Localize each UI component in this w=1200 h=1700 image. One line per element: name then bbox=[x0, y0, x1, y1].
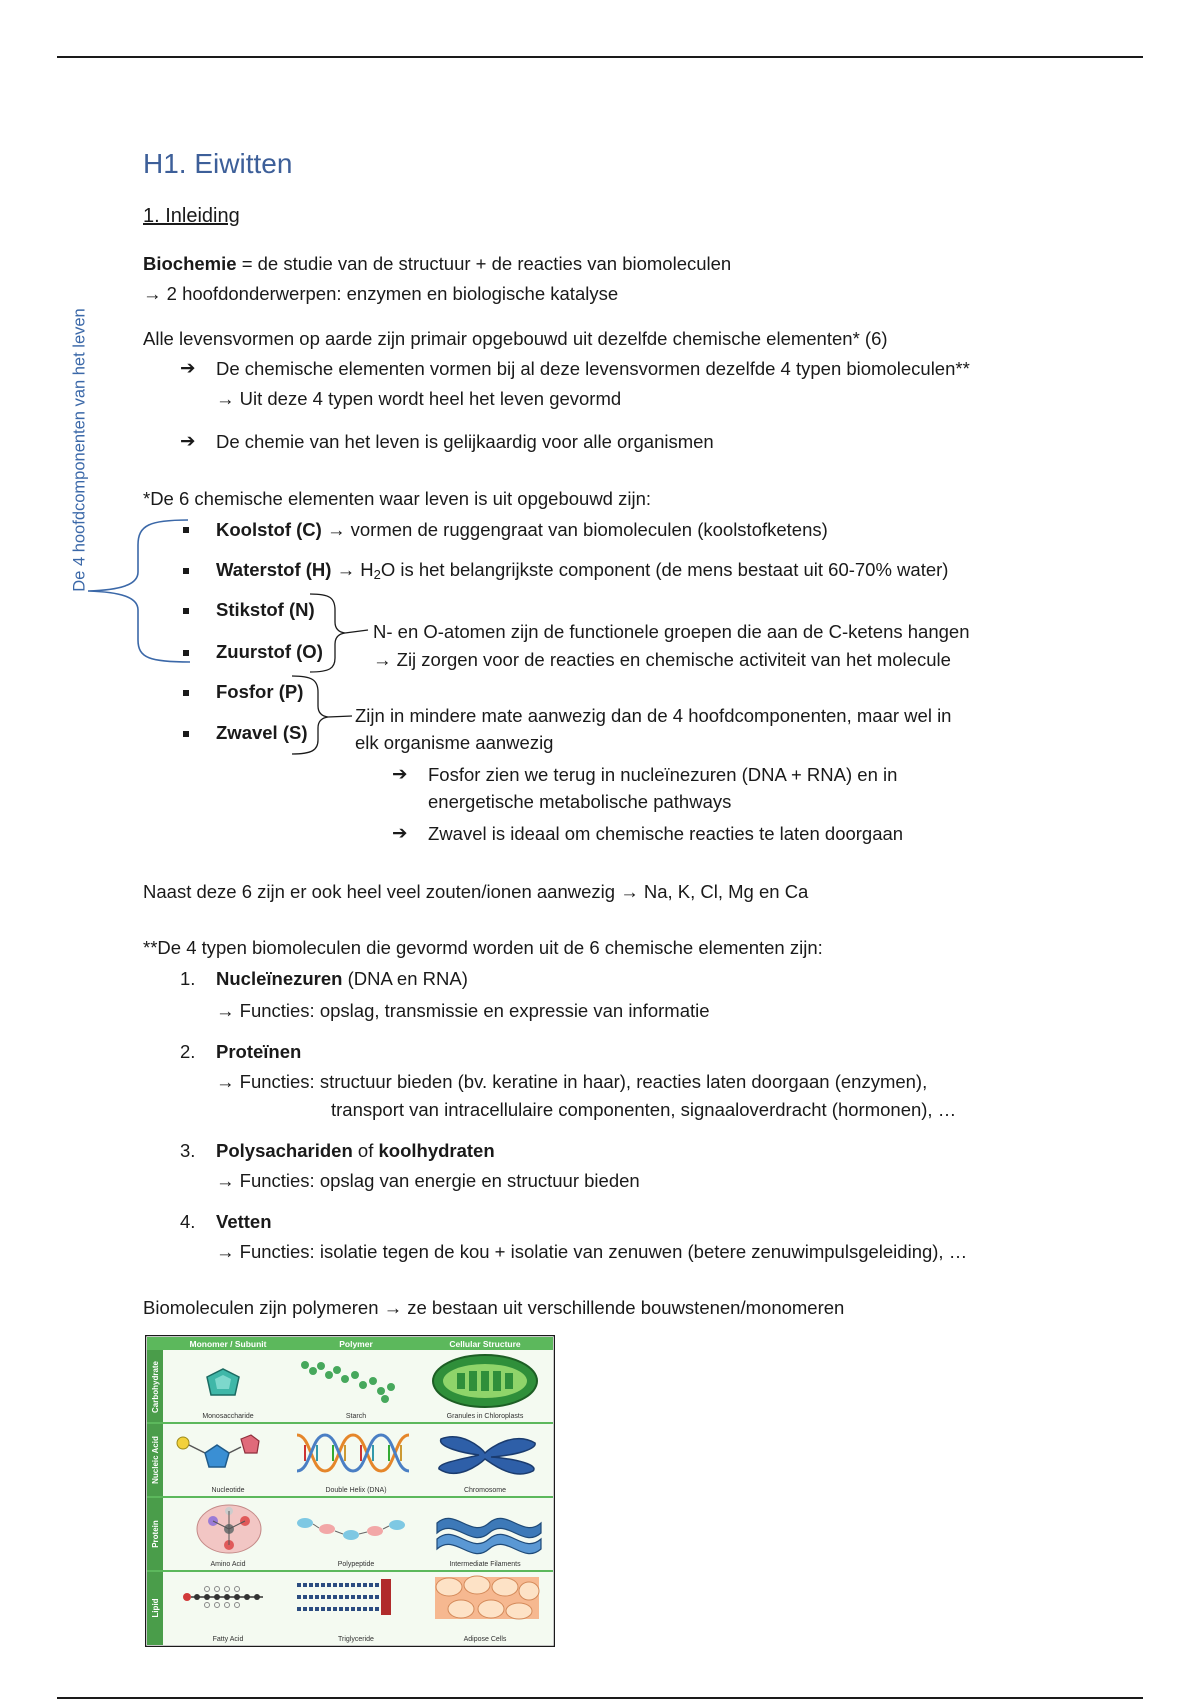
figure-caption: Intermediate Filaments bbox=[449, 1561, 521, 1568]
phosphorus-note-2: energetische metabolische pathways bbox=[428, 791, 732, 812]
biomolecule-function-cont: transport van intracellulaire componenten, signaaloverdracht (hormonen), … bbox=[331, 1099, 957, 1120]
section-heading: 1. Inleiding bbox=[143, 205, 240, 227]
biomolecule-nucleic-acids: Nucleïnezuren (DNA en RNA) bbox=[216, 968, 468, 989]
arrow-icon: ➔ bbox=[180, 357, 196, 378]
biomolecule-polysaccharides: Polysachariden of koolhydraten bbox=[216, 1140, 495, 1161]
figure-caption: Fatty Acid bbox=[212, 1636, 244, 1643]
figure-row-label: Nucleic Acid bbox=[151, 1436, 160, 1484]
element-sulfur: Zwavel (S) bbox=[216, 722, 308, 743]
adipose-cells-icon bbox=[435, 1576, 539, 1619]
biomolecules-heading: **De 4 typen biomoleculen die gevormd worden uit de 6 chemische elementen zijn: bbox=[143, 937, 823, 958]
figure-caption: Adipose Cells bbox=[463, 1636, 507, 1643]
figure-caption: Triglyceride bbox=[338, 1636, 374, 1643]
page-title: H1. Eiwitten bbox=[143, 148, 293, 179]
biomolecule-function: → Functies: opslag van energie en structuur bieden bbox=[216, 1170, 640, 1191]
point-biomolecules: De chemische elementen vormen bij al deze levensvormen dezelfde 4 typen biomoleculen** bbox=[216, 358, 970, 379]
biomolecule-fats: Vetten bbox=[216, 1211, 272, 1232]
element-nitrogen: Stikstof (N) bbox=[216, 599, 315, 620]
biomolecule-function: → Functies: structuur bieden (bv. keratine in haar), reacties laten doorgaan (enzymen), bbox=[216, 1071, 928, 1092]
list-number: 1. bbox=[180, 968, 196, 989]
element-oxygen: Zuurstof (O) bbox=[216, 641, 323, 662]
biomolecule-proteins: Proteïnen bbox=[216, 1041, 302, 1062]
biomolecule-function: → Functies: opslag, transmissie en expressie van informatie bbox=[216, 1000, 710, 1021]
figure-caption: Double Helix (DNA) bbox=[325, 1487, 387, 1494]
element-hydrogen: Waterstof (H) → H2O is het belangrijkste component (de mens bestaat uit 60-70% water) bbox=[216, 559, 949, 582]
no-note-2: → Zij zorgen voor de reacties en chemische activiteit van het molecule bbox=[373, 649, 951, 670]
bullet bbox=[183, 731, 189, 737]
bullet bbox=[183, 690, 189, 696]
figure-col-header: Cellular Structure bbox=[449, 1339, 521, 1349]
phosphorus-note-1: Fosfor zien we terug in nucleïnezuren (DNA + RNA) en in bbox=[428, 764, 898, 785]
point-biomolecules-sub: → Uit deze 4 typen wordt heel het leven gevormd bbox=[216, 388, 622, 409]
list-number: 4. bbox=[180, 1211, 196, 1232]
polymers-line: Biomoleculen zijn polymeren → ze bestaan uit verschillende bouwstenen/monomeren bbox=[143, 1297, 845, 1318]
figure-caption: Amino Acid bbox=[210, 1561, 246, 1568]
arrow-icon: ➔ bbox=[392, 822, 408, 843]
salts-line: Naast deze 6 zijn er ook heel veel zouten/ionen aanwezig → Na, K, Cl, Mg en Ca bbox=[143, 881, 809, 902]
figure-caption: Monosaccharide bbox=[202, 1413, 254, 1420]
list-number: 2. bbox=[180, 1041, 196, 1062]
side-label: De 4 hoofdcomponenten van het leven bbox=[70, 308, 89, 592]
figure-caption: Nucleotide bbox=[211, 1487, 245, 1494]
arrow-icon: ➔ bbox=[392, 763, 408, 784]
nucleotide-icon bbox=[177, 1437, 189, 1449]
figure-caption: Chromosome bbox=[463, 1487, 507, 1494]
main-brace bbox=[88, 520, 190, 662]
elements-intro: Alle levensvormen op aarde zijn primair opgebouwd uit dezelfde chemische elementen* (6) bbox=[143, 328, 888, 349]
figure-caption: Polypeptide bbox=[337, 1561, 375, 1568]
figure-col-header: Polymer bbox=[339, 1339, 373, 1349]
figure-caption: Granules in Chloroplasts bbox=[446, 1413, 524, 1420]
sulfur-note: Zwavel is ideaal om chemische reacties te laten doorgaan bbox=[428, 823, 904, 844]
figure-row-label: Protein bbox=[151, 1520, 160, 1548]
biomolecule-figure bbox=[145, 1335, 555, 1647]
no-note-1: N- en O-atomen zijn de functionele groepen die aan de C-ketens hangen bbox=[373, 621, 970, 642]
bullet bbox=[183, 568, 189, 574]
figure-caption: Starch bbox=[345, 1413, 367, 1420]
ps-note-1: Zijn in mindere mate aanwezig dan de 4 hoofdcomponenten, maar wel in bbox=[355, 705, 952, 726]
elements-heading: *De 6 chemische elementen waar leven is uit opgebouwd zijn: bbox=[143, 488, 652, 509]
biochemie-definition: Biochemie = de studie van de structuur + de reacties van biomoleculen bbox=[143, 253, 732, 274]
arrow-icon: ➔ bbox=[180, 430, 196, 451]
main-topics: → 2 hoofdonderwerpen: enzymen en biologische katalyse bbox=[143, 283, 619, 304]
element-phosphorus: Fosfor (P) bbox=[216, 681, 304, 702]
biomolecule-function: → Functies: isolatie tegen de kou + isolatie van zenuwen (betere zenuwimpulsgeleiding), … bbox=[216, 1241, 968, 1262]
bullet bbox=[183, 527, 189, 533]
bullet bbox=[183, 650, 189, 656]
list-number: 3. bbox=[180, 1140, 196, 1161]
ps-note-2: elk organisme aanwezig bbox=[355, 732, 554, 753]
figure-row-label: Lipid bbox=[151, 1598, 160, 1618]
element-carbon: Koolstof (C) → vormen de ruggengraat van biomoleculen (koolstofketens) bbox=[216, 519, 828, 540]
figure-row-label: Carbohydrate bbox=[151, 1360, 160, 1414]
figure-col-header: Monomer / Subunit bbox=[189, 1339, 267, 1349]
point-chemistry: De chemie van het leven is gelijkaardig voor alle organismen bbox=[216, 431, 714, 452]
bullet bbox=[183, 608, 189, 614]
